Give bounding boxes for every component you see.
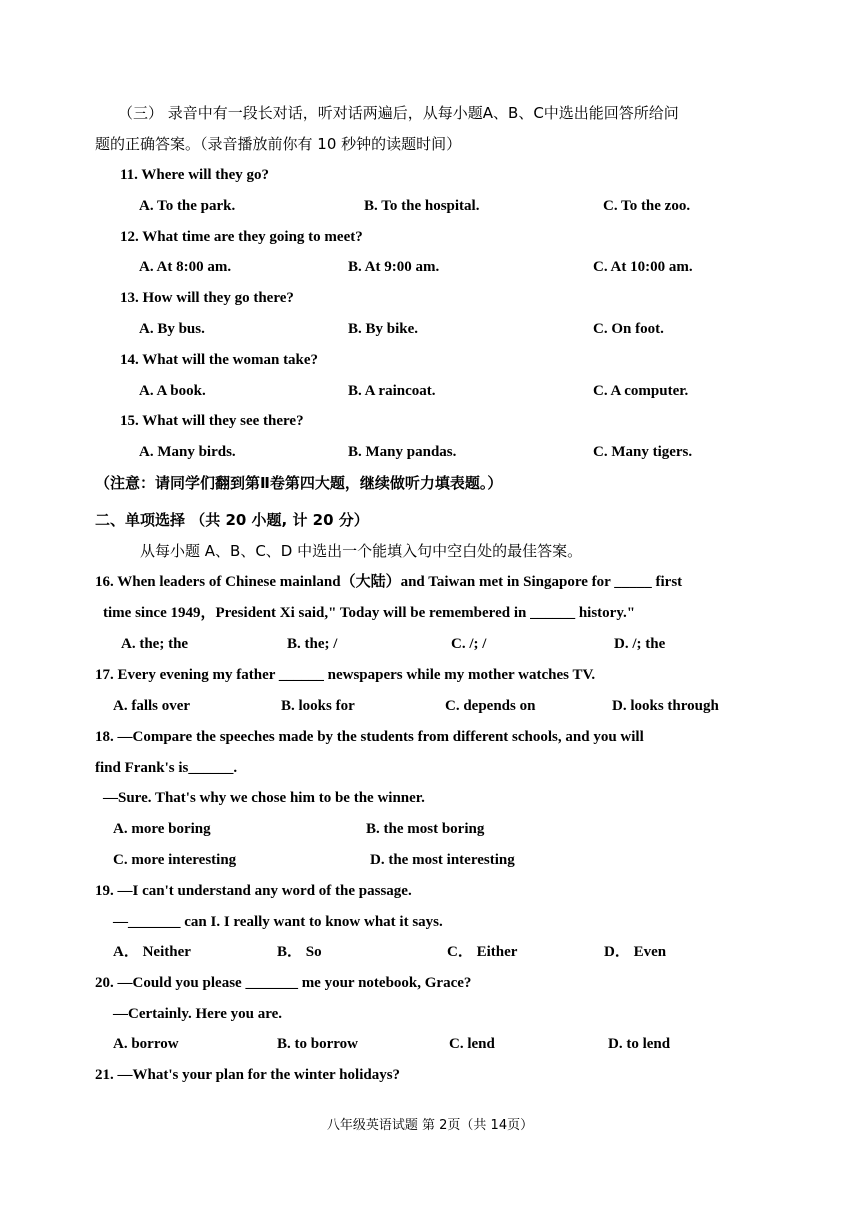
option-b: B. the most boring	[366, 821, 485, 837]
option-b: B. A raincoat.	[348, 383, 436, 399]
option-c: C. Many tigers.	[593, 444, 693, 460]
option-b: B. looks for	[281, 698, 355, 714]
option-c: C. To the zoo.	[603, 198, 691, 214]
question-response: —Sure. That's why we chose him to be the winner.	[103, 790, 425, 806]
option-b: B. To the hospital.	[364, 198, 480, 214]
question-stem: 12. What time are they going to meet?	[120, 229, 363, 245]
question-stem: 19. —I can't understand any word of the passage.	[95, 883, 412, 899]
option-c: C． Either	[447, 944, 518, 960]
question-stem-cont: find Frank's is______.	[95, 760, 238, 776]
option-a: A. borrow	[113, 1036, 179, 1052]
question-stem: 17. Every evening my father ______ newspapers while my mother watches TV.	[95, 667, 596, 683]
question-stem-cont: time since 1949，President Xi said," Today will be remembered in ______ history."	[103, 605, 636, 621]
option-d: D． Even	[604, 944, 667, 960]
section3-intro-line2: 题的正确答案。（录音播放前你有 10 秒钟的读题时间）	[95, 135, 462, 153]
section2-instruction: 从每小题 A、B、C、D 中选出一个能填入句中空白处的最佳答案。	[140, 542, 583, 560]
question-response: —_______ can I. I really want to know what it says.	[113, 914, 443, 930]
option-b: B. At 9:00 am.	[348, 259, 440, 275]
option-a: A. By bus.	[139, 321, 205, 337]
option-a: A. Many birds.	[139, 444, 236, 460]
option-a: A. To the park.	[139, 198, 236, 214]
question-stem: 14. What will the woman take?	[120, 352, 319, 368]
listening-note: （注意：请同学们翻到第Ⅱ卷第四大题，继续做听力填表题。）	[95, 474, 503, 492]
option-a: A． Neither	[113, 944, 191, 960]
option-c: C. On foot.	[593, 321, 664, 337]
option-a: A. At 8:00 am.	[139, 259, 232, 275]
section3-intro-line1: （三） 录音中有一段长对话，听对话两遍后，从每小题A、B、C中选出能回答所给问	[118, 104, 679, 122]
question-stem: 21. —What's your plan for the winter holidays?	[95, 1067, 401, 1083]
option-c: C. A computer.	[593, 383, 689, 399]
question-stem: 11. Where will they go?	[120, 167, 270, 183]
option-d: D. the most interesting	[370, 852, 515, 868]
page-footer: 八年级英语试题 第 2页（共 14页）	[326, 1118, 534, 1133]
option-b: B． So	[277, 944, 322, 960]
question-stem: 13. How will they go there?	[120, 290, 294, 306]
option-c: C. depends on	[445, 698, 536, 714]
option-b: B. to borrow	[277, 1036, 358, 1052]
question-response: —Certainly. Here you are.	[113, 1006, 282, 1022]
question-stem: 16. When leaders of Chinese mainland（大陆）and Taiwan met in Singapore for _____ first	[95, 574, 683, 590]
option-d: D. looks through	[612, 698, 719, 714]
section2-heading: 二、单项选择 （共 20 小题, 计 20 分）	[95, 511, 369, 529]
option-a: A. A book.	[139, 383, 206, 399]
option-b: B. Many pandas.	[348, 444, 457, 460]
question-stem: 18. —Compare the speeches made by the students from different schools, and you will	[95, 729, 644, 745]
option-b: B. the; /	[287, 636, 338, 652]
option-a: A. the; the	[121, 636, 189, 652]
question-stem: 20. —Could you please _______ me your notebook, Grace?	[95, 975, 472, 991]
option-a: A. more boring	[113, 821, 211, 837]
option-d: D. to lend	[608, 1036, 671, 1052]
option-c: C. more interesting	[113, 852, 237, 868]
question-stem: 15. What will they see there?	[120, 413, 304, 429]
option-a: A. falls over	[113, 698, 191, 714]
option-d: D. /; the	[614, 636, 666, 652]
option-b: B. By bike.	[348, 321, 419, 337]
option-c: C. /; /	[451, 636, 487, 652]
option-c: C. lend	[449, 1036, 495, 1052]
option-c: C. At 10:00 am.	[593, 259, 693, 275]
